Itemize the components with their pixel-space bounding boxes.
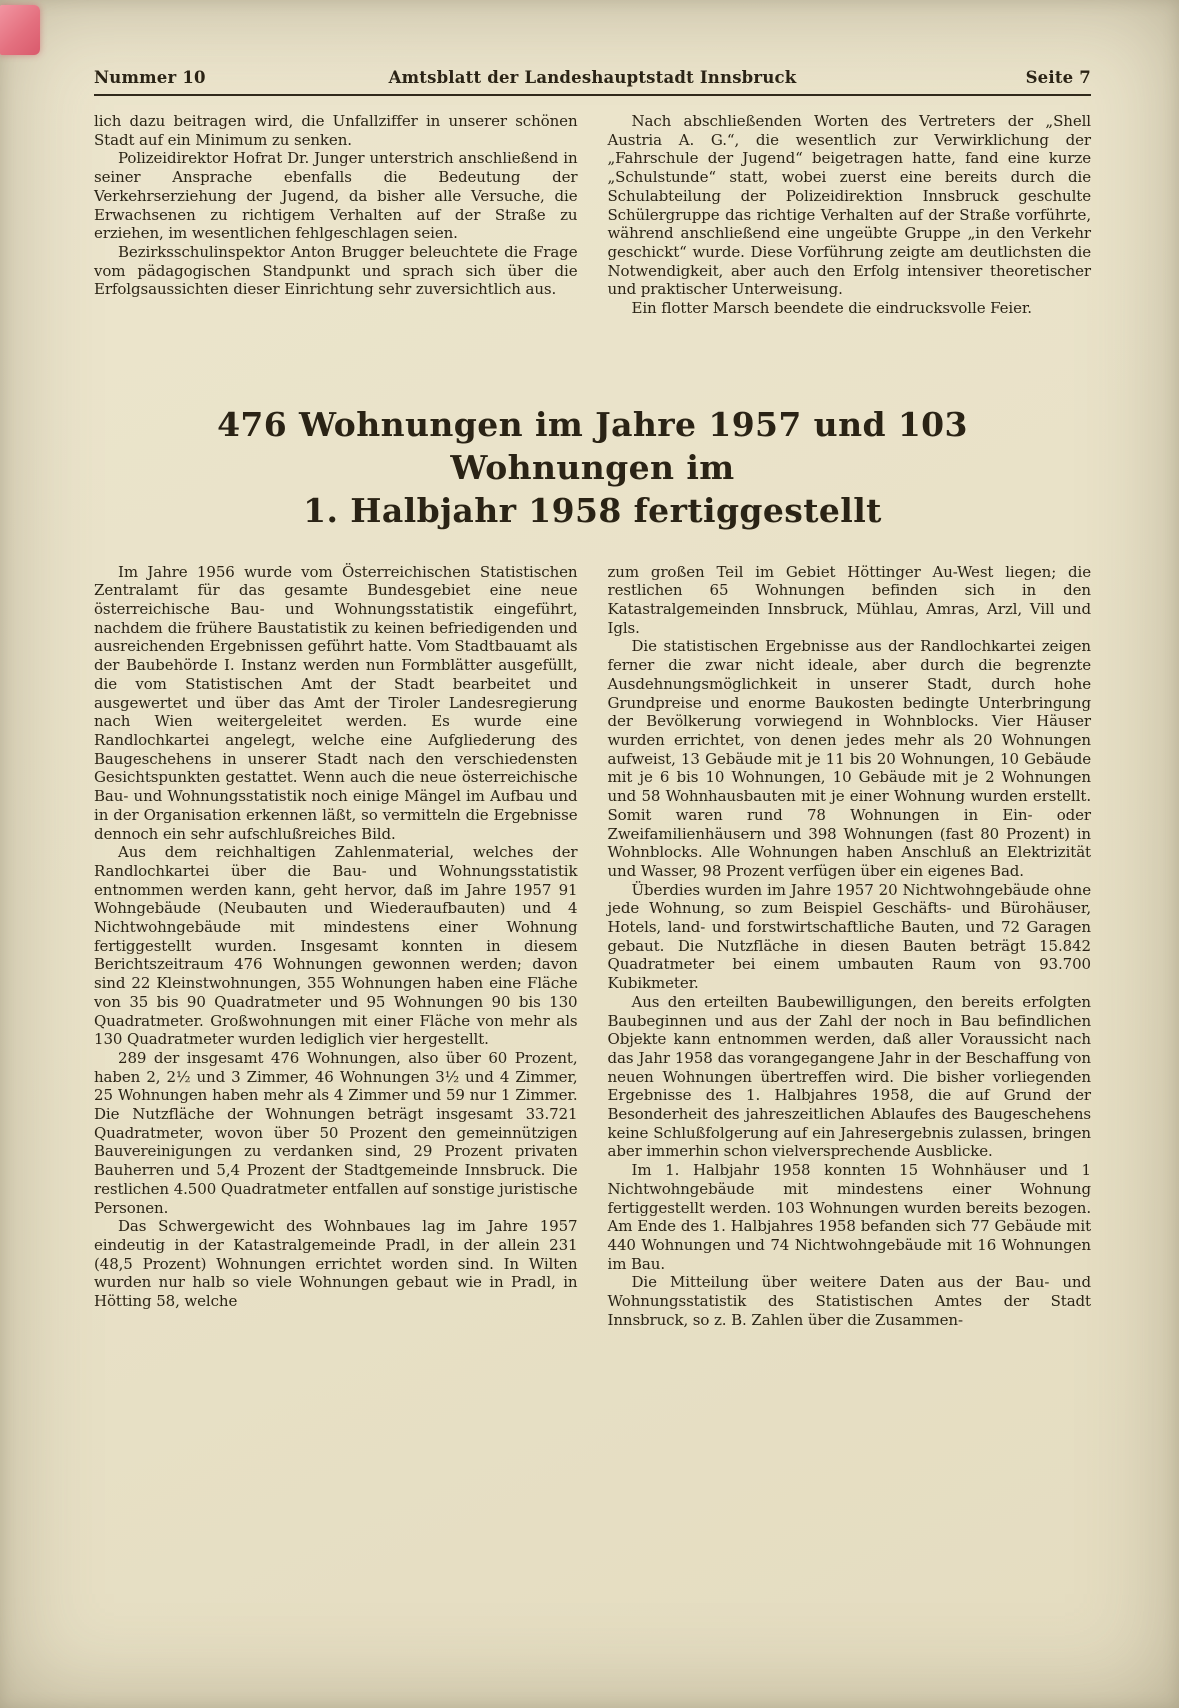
paragraph: Polizeidirektor Hofrat Dr. Junger unterstrich anschließend in seiner Ansprache ebenfalls die Bedeutung der Verkehrserziehung der Jugend, da bisher alle Versuche, die Erwachsenen zu richtigem Verhalten auf der Straße zu erziehen, im wesentlichen fehlgeschlagen seien. — [94, 149, 578, 243]
main-right-column — [608, 563, 1092, 1330]
paragraph: Bezirksschulinspektor Anton Brugger beleuchtete die Frage vom pädagogischen Standpunkt und sprach sich über die Erfolgsaussichten dieser Einrichtung sehr zuversichtlich aus. — [94, 242, 578, 299]
paragraph: Das Schwergewicht des Wohnbaues lag im Jahre 1957 eindeutig in der Katastralgemeinde Pradl, in der allein 231 (48,5 Prozent) Wohnungen errichtet worden sind. In Wilten wurden nur halb so viele Wohnungen gebaut wie in Pradl, in Hötting 58, welche — [94, 1217, 578, 1311]
paragraph: Im 1. Halbjahr 1958 konnten 15 Wohnhäuser und 1 Nichtwohngebäude mit mindestens einer Wohnung fertiggestellt werden. 103 Wohnungen wurden bereits bezogen. Am Ende des 1. Halbjahres 1958 befanden sich 77 Gebäude mit 440 Wohnungen und 74 Nichtwohngebäude mit 16 Wohnungen im Bau. — [607, 1161, 1091, 1273]
paragraph: Die Mitteilung über weitere Daten aus der Bau- und Wohnungsstatistik des Statistischen Amtes der Stadt Innsbruck, so z. B. Zahlen über die Zusammen- — [607, 1273, 1091, 1329]
paragraph: 289 der insgesamt 476 Wohnungen, also über 60 Prozent, haben 2, 2½ und 3 Zimmer, 46 Wohnungen 3½ und 4 Zimmer, 25 Wohnungen haben mehr als 4 Zimmer und 59 nur 1 Zimmer. Die Nutzfläche der Wohnungen beträgt insgesamt 33.721 Quadratmeter, wovon über 50 Prozent den gemeinnützigen Bauvereinigungen zu verdanken sind, 29 Prozent privaten Bauherren und 5,4 Prozent der Stadtgemeinde Innsbruck. Die restlichen 4.500 Quadratmeter entfallen auf sonstige juristische Personen. — [94, 1048, 578, 1217]
paragraph: lich dazu beitragen wird, die Unfallziffer in unserer schönen Stadt auf ein Minimum zu senken. — [94, 112, 578, 149]
paragraph: Überdies wurden im Jahre 1957 20 Nichtwohngebäude ohne jede Wohnung, so zum Beispiel Geschäfts- und Bürohäuser, Hotels, land- und forstwirtschaftliche Bauten, und 72 Garagen gebaut. Die Nutzfläche in diesen Bauten beträgt 15.842 Quadratmeter bei einem umbauten Raum von 93.700 Kubikmeter. — [607, 880, 1091, 993]
top-left-column — [94, 112, 578, 360]
paragraph: Im Jahre 1956 wurde vom Österreichischen Statistischen Zentralamt für das gesamte Bundesgebiet eine neue österreichische Bau- und Wohnungsstatistik eingeführt, nachdem die frühere Baustatistik zu keinen befriedigenden und ausreichenden Ergebnissen geführt hatte. Vom Stadtbauamt als der Baubehörde I. Instanz werden nun Formblätter ausgefüllt, die vom Statistischen Amt der Stadt bearbeitet und ausgewertet und über das Amt der Tiroler Landesregierung nach Wien weitergeleitet werden. Es wurde eine Randlochkartei angelegt, welche eine Aufgliederung des Baugeschehens in unserer Stadt nach den verschiedensten Gesichtspunkten gestattet. Wenn auch die neue österreichische Bau- und Wohnungsstatistik noch einige Mängel im Aufbau und in der Organisation erkennen läßt, so vermitteln die Ergebnisse dennoch ein sehr aufschlußreiches Bild. — [94, 562, 578, 843]
journal-title: Amtsblatt der Landeshauptstadt Innsbruck — [388, 68, 797, 87]
paragraph: Ein flotter Marsch beendete die eindrucksvolle Feier. — [631, 299, 1032, 318]
pink-stamp-mark — [0, 5, 40, 55]
paragraph: zum großen Teil im Gebiet Höttinger Au-West liegen; die restlichen 65 Wohnungen befinden sich in den Katastralgemeinden Innsbruck, Mühlau, Amras, Arzl, Vill und Igls. — [607, 562, 1091, 637]
page-number: Seite 7 — [1025, 68, 1091, 87]
paragraph: Aus den erteilten Baubewilligungen, den bereits erfolgten Baubeginnen und aus der Zahl der noch in Bau befindlichen Objekte kann entnommen werden, daß aller Voraussicht nach das Jahr 1958 das vorangegangene Jahr in der Beschaffung von neuen Wohnungen übertreffen wird. Die bisher vorliegenden Ergebnisse des 1. Halbjahres 1958, die auf Grund der Besonderheit des jahreszeitlichen Ablaufes des Baugeschehens keine Schlußfolgerung auf ein Jahresergebnis zulassen, bringen aber immerhin schon vielversprechende Ausblicke. — [607, 992, 1091, 1161]
issue-number: Nummer 10 — [94, 68, 206, 87]
main-left-column — [94, 563, 578, 1330]
header-rule — [94, 94, 1091, 96]
page-header — [94, 68, 1091, 87]
main-article-section — [94, 563, 1091, 1330]
headline-line-2: 1. Halbjahr 1958 fertiggestellt — [303, 490, 882, 530]
top-right-column — [608, 112, 1092, 360]
article-headline — [104, 404, 1081, 533]
paragraph: Die statistischen Ergebnisse aus der Randlochkartei zeigen ferner die zwar nicht ideale, aber durch die begrenzte Ausdehnungsmöglichkeit in unserer Stadt, durch hohe Grundpreise und enorme Baukosten bedingte Unterbringung der Bevölkerung vorwiegend in Wohnblocks. Vier Häuser wurden errichtet, von denen jedes mehr als 20 Wohnungen aufweist, 13 Gebäude mit je 11 bis 20 Wohnungen, 10 Gebäude mit je 6 bis 10 Wohnungen, 10 Gebäude mit je 2 Wohnungen und 58 Wohnhausbauten mit je einer Wohnung wurden erstellt. Somit waren rund 78 Wohnungen in Ein- oder Zweifamilienhäusern und 398 Wohnungen (fast 80 Prozent) in Wohnblocks. Alle Wohnungen haben Anschluß an Elektrizität und Wasser, 98 Prozent verfügen über ein eigenes Bad. — [607, 637, 1091, 880]
top-article-section — [94, 112, 1091, 360]
headline-line-1: 476 Wohnungen im Jahre 1957 und 103 Wohnungen im — [217, 405, 968, 487]
paragraph: Aus dem reichhaltigen Zahlenmaterial, welches der Randlochkartei über die Bau- und Wohnungsstatistik entnommen werden kann, geht hervor, daß im Jahre 1957 91 Wohngebäude (Neubauten und Wiederaufbauten) und 4 Nichtwohngebäude mit mindestens einer Wohnung fertiggestellt wurden. Insgesamt konnten in diesem Berichtszeitraum 476 Wohnungen gewonnen werden; davon sind 22 Kleinstwohnungen, 355 Wohnungen haben eine Fläche von 35 bis 90 Quadratmeter und 95 Wohnungen 90 bis 130 Quadratmeter. Großwohnungen mit einer Fläche von mehr als 130 Quadratmeter wurden lediglich vier hergestellt. — [94, 843, 578, 1049]
paragraph: Nach abschließenden Worten des Vertreters der „Shell Austria A. G.“, die wesentlich zur Verwirklichung der „Fahrschule der Jugend“ beigetragen hatte, fand eine kurze „Schulstunde“ statt, wobei zuerst eine bereits durch die Schulabteilung der Polizeidirektion Innsbruck geschulte Schülergruppe das richtige Verhalten auf der Straße vorführte, während anschließend eine ungeübte Gruppe „in den Verkehr geschickt“ wurde. Diese Vorführung zeigte am deutlichsten die Notwendigkeit, aber auch den Erfolg intensiver theoretischer und praktischer Unterweisung. — [607, 112, 1091, 299]
